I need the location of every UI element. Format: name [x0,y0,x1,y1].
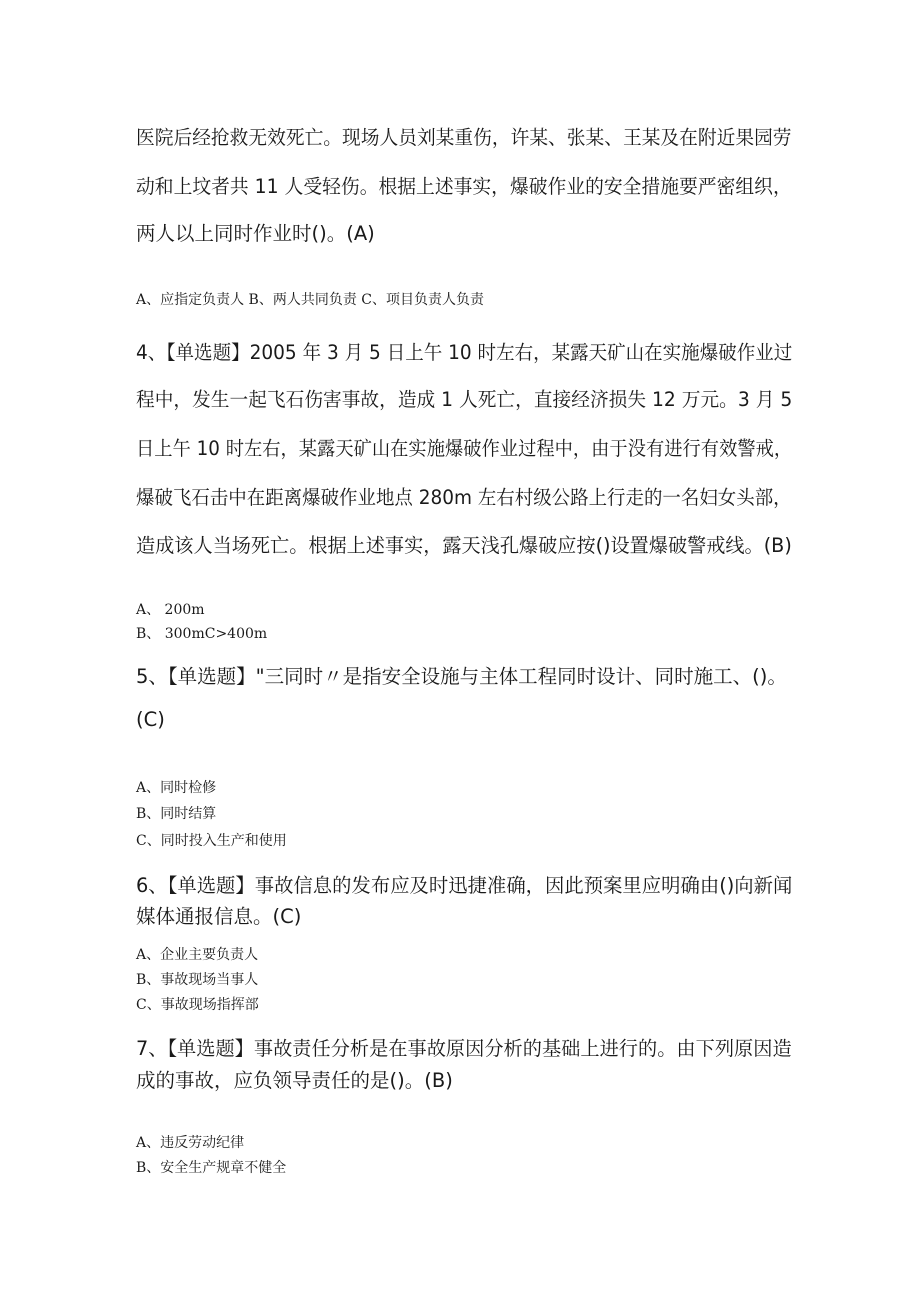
option-line: C、事故现场指挥部 [136,997,259,1013]
option-line: A、违反劳动纪律 [136,1135,245,1151]
question-text-line: 动和上坟者共 11 人受轻伤。根据上述事实，爆破作业的安全措施要严密组织， [136,175,792,198]
question-text-line: 两人以上同时作业时()。(A) [136,222,375,245]
question-text-line: 媒体通报信息。(C) [136,905,302,928]
question-text-line: (C) [136,708,165,731]
option-line: A、企业主要负责人 [136,947,259,963]
option-line: B、同时结算 [136,806,217,822]
question-text-line: 程中，发生一起飞石伤害事故，造成 1 人死亡，直接经济损失 12 万元。3 月 5 [136,388,793,411]
question-text-line: 爆破飞石击中在距离爆破作业地点 280m 左右村级公路上行走的一名妇女头部， [136,486,792,509]
option-line: A、应指定负责人 B、两人共同负责 C、项目负责人负责 [136,292,485,308]
question-text-line: 4、【单选题】2005 年 3 月 5 日上午 10 时左右，某露天矿山在实施爆破作业过 [136,341,793,364]
option-line: A、 200m [136,602,205,618]
question-text-line: 成的事故，应负领导责任的是()。(B) [136,1069,453,1092]
option-line: C、同时投入生产和使用 [136,833,287,849]
question-text-line: 5、【单选题】"三同时〃是指安全设施与主体工程同时设计、同时施工、()。 [136,665,787,688]
question-text-line: 造成该人当场死亡。根据上述事实，露天浅孔爆破应按()设置爆破警戒线。(B) [136,534,792,557]
question-text-line: 6、【单选题】事故信息的发布应及时迅捷准确，因此预案里应明确由()向新闻 [136,874,793,897]
question-text-line: 医院后经抢救无效死亡。现场人员刘某重伤，许某、张某、王某及在附近果园劳 [136,126,792,149]
question-text-line: 7、【单选题】事故责任分析是在事故原因分析的基础上进行的。由下列原因造 [136,1037,792,1060]
option-line: B、 300mC>400m [136,626,268,642]
option-line: B、事故现场当事人 [136,972,259,988]
option-line: A、同时检修 [136,780,217,796]
option-line: B、安全生产规章不健全 [136,1160,287,1176]
question-text-line: 日上午 10 时左右，某露天矿山在实施爆破作业过程中，由于没有进行有效警戒， [136,437,793,460]
